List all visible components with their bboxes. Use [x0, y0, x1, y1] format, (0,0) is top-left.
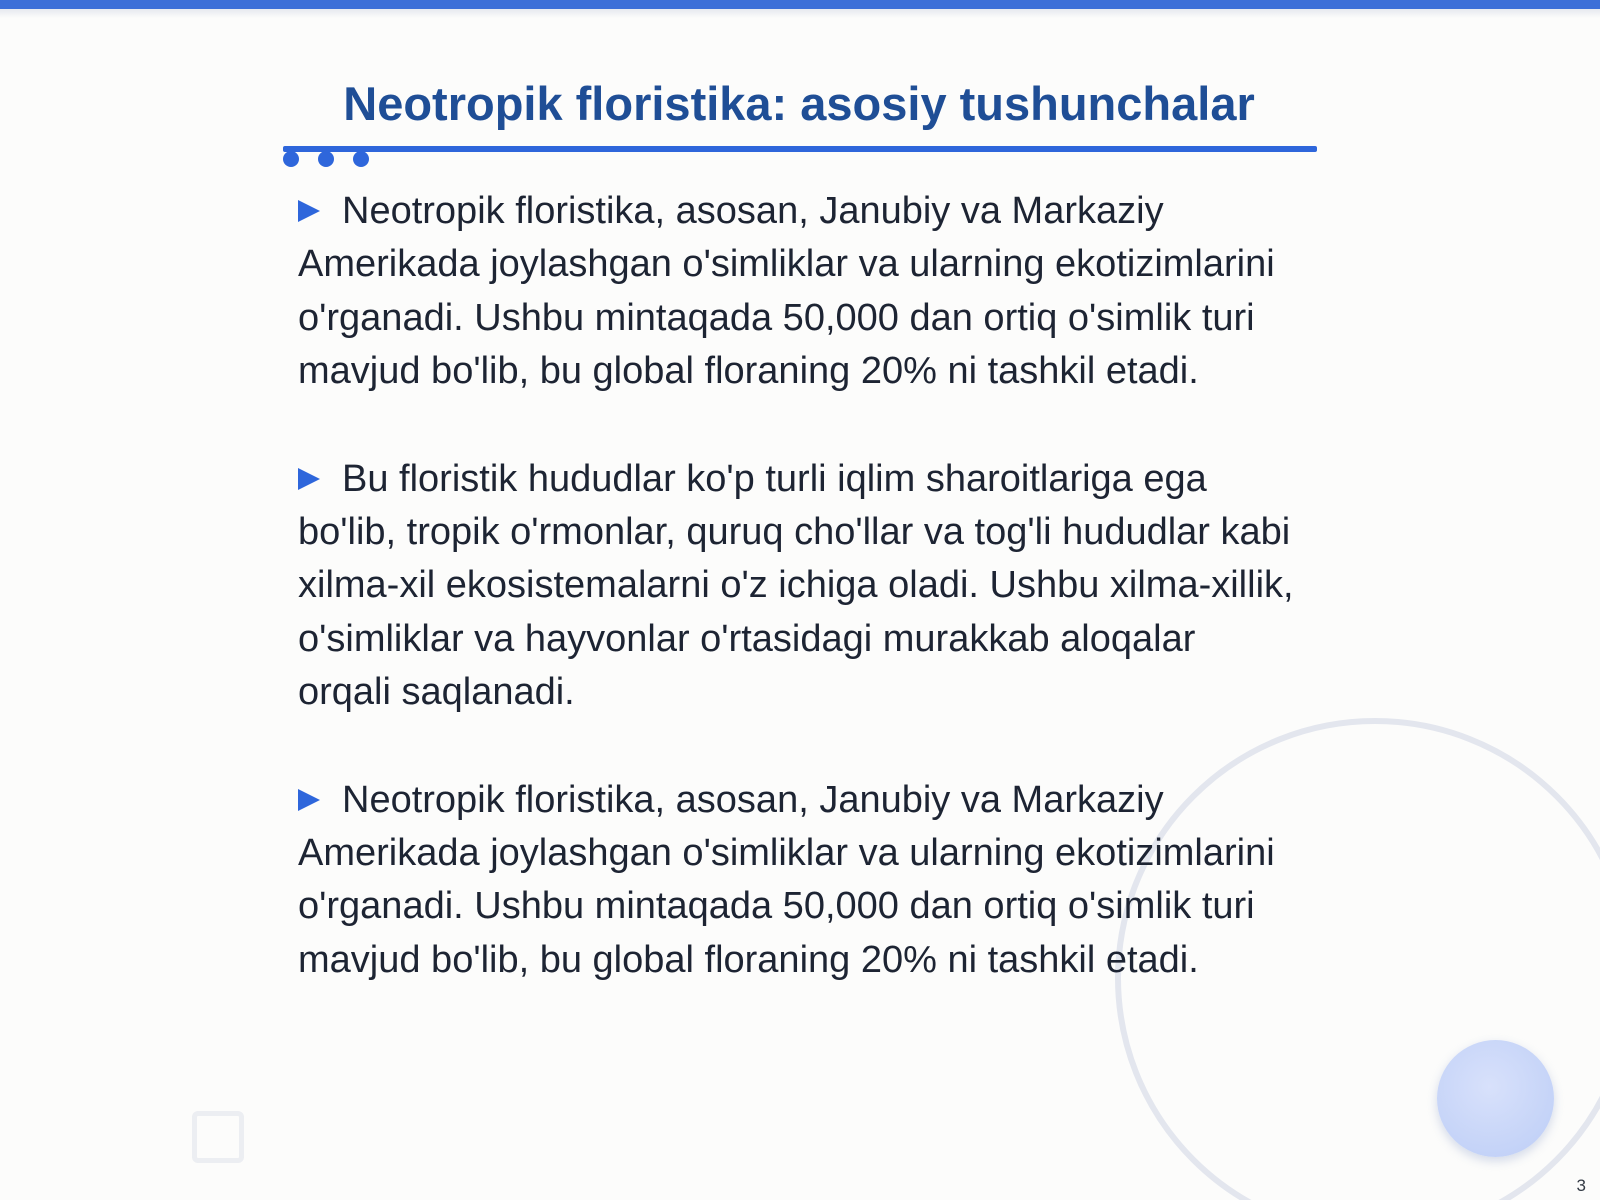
- bullet-text: Bu floristik hududlar ko'p turli iqlim sharoitlariga ega bo'lib, tropik o'rmonlar, quruq cho'llar va tog'li hududlar kabi xilma-xil ekosistemalarni o'z ichiga oladi. Ushbu xilma-xillik, o'simliklar va hayvonlar o'rtasidagi murakkab aloqalar orqali saqlanadi.: [298, 457, 1294, 714]
- bullet-text: Neotropik floristika, asosan, Janubiy va Markaziy Amerikada joylashgan o'simliklar va ularning ekotizimlarini o'rganadi. Ushbu mintaqada 50,000 dan ortiq o'simlik turi mavjud bo'lib, bu global floraning 20% ni tashkil etadi.: [298, 778, 1275, 981]
- bullet-item: [298, 453, 1298, 720]
- triangle-bullet-icon: [298, 789, 320, 811]
- bullet-item: [298, 774, 1298, 988]
- bullet-item: [298, 185, 1298, 399]
- page-number: 3: [1576, 1176, 1586, 1195]
- title-dot: [283, 151, 299, 167]
- title-underline: [283, 146, 1317, 152]
- bullet-text: Neotropik floristika, asosan, Janubiy va Markaziy Amerikada joylashgan o'simliklar va ularning ekotizimlarini o'rganadi. Ushbu mintaqada 50,000 dan ortiq o'simlik turi mavjud bo'lib, bu global floraning 20% ni tashkil etadi.: [298, 190, 1275, 393]
- title-dot: [353, 151, 369, 167]
- slide-title: Neotropik floristika: asosiy tushunchalar: [343, 77, 1255, 130]
- top-accent-bar: [0, 0, 1600, 9]
- decorative-circle: [1437, 1040, 1554, 1157]
- bullet-list: [298, 185, 1298, 1041]
- title-dot: [318, 151, 334, 167]
- triangle-bullet-icon: [298, 200, 320, 222]
- decorative-square: [192, 1111, 244, 1163]
- top-bar-shadow: [0, 9, 1600, 18]
- triangle-bullet-icon: [298, 468, 320, 490]
